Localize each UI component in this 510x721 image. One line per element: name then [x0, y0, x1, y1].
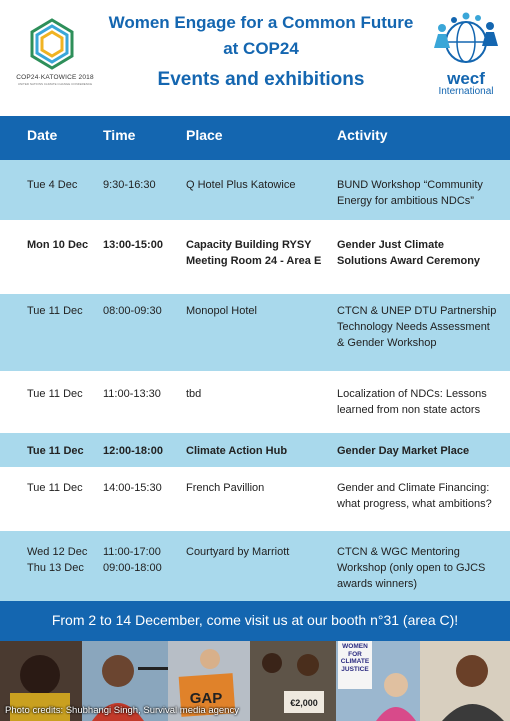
cell-time: 13:00-15:00 — [103, 239, 163, 251]
cell-activity: CTCN & UNEP DTU Partnership Technology Needs Assessment & Gender Workshop — [337, 305, 497, 349]
page-title — [96, 10, 426, 98]
photo-4 — [250, 641, 336, 721]
cell-date: Tue 11 Dec — [27, 482, 83, 494]
cell-time: 11:00-17:00 09:00-18:00 — [103, 546, 162, 574]
cell-activity: CTCN & WGC Mentoring Workshop (only open to GJCS awards winners) — [337, 546, 486, 590]
table-row — [0, 160, 510, 220]
events-table — [0, 116, 510, 601]
table-row — [0, 531, 510, 601]
cell-activity: Localization of NDCs: Lessons learned from non state actors — [337, 388, 487, 416]
column-header-place: Place — [186, 127, 223, 143]
photo-5 — [336, 641, 420, 721]
cop24-logo-subtext: UNITED NATIONS CLIMATE CHANGE CONFERENCE — [17, 82, 93, 86]
cell-date: Wed 12 Dec Thu 13 Dec — [27, 546, 88, 574]
cell-place: French Pavillion — [186, 482, 265, 494]
table-header — [0, 116, 510, 160]
cell-activity: BUND Workshop “Community Energy for ambitious NDCs” — [337, 179, 483, 207]
cell-place: Q Hotel Plus Katowice — [186, 179, 296, 191]
cell-place: tbd — [186, 388, 202, 400]
cell-place: Climate Action Hub — [186, 445, 288, 457]
cell-place: Capacity Building RYSY Meeting Room 24 - Area E — [186, 239, 322, 267]
header — [0, 0, 510, 116]
cell-time: 14:00-15:30 — [103, 482, 162, 494]
cell-date: Tue 4 Dec — [27, 179, 78, 191]
column-header-time: Time — [103, 127, 136, 143]
photo-strip — [0, 641, 510, 721]
cell-place: Courtyard by Marriott — [186, 546, 290, 558]
wecf-logo — [430, 12, 502, 100]
cell-place: Monopol Hotel — [186, 305, 257, 317]
photo-credit: Photo credits: Shubhangi Singh, Survival media agency — [5, 705, 239, 716]
cop24-logo-text: COP24·KATOWICE 2018 — [16, 74, 94, 81]
cell-time: 08:00-09:30 — [103, 305, 162, 317]
table-row — [0, 371, 510, 433]
table-body — [0, 160, 510, 601]
title-line-2: at COP24 — [223, 39, 299, 58]
cell-time: 12:00-18:00 — [103, 445, 163, 457]
cell-date: Tue 11 Dec — [27, 445, 84, 457]
cell-activity: Gender Just Climate Solutions Award Ceremony — [337, 239, 481, 267]
photo-sign-gap: GAP — [189, 690, 223, 707]
table-row — [0, 294, 510, 371]
wecf-logo-subtext: International — [438, 86, 494, 97]
cell-activity: Gender Day Market Place — [337, 445, 470, 457]
photo-sign-women: WOMEN FOR CLIMATE JUSTICE — [340, 643, 370, 673]
photo-sign-amount: €2,000 — [290, 698, 318, 708]
table-row — [0, 467, 510, 531]
cell-date: Tue 11 Dec — [27, 305, 83, 317]
booth-banner: From 2 to 14 December, come visit us at our booth n°31 (area C)! — [0, 601, 510, 641]
cell-time: 9:30-16:30 — [103, 179, 156, 191]
wecf-logo-text: wecf — [447, 69, 485, 88]
cell-date: Mon 10 Dec — [27, 239, 89, 251]
cop24-hexagon-icon — [28, 18, 76, 70]
title-line-1: Women Engage for a Common Future — [108, 13, 414, 32]
cell-time: 11:00-13:30 — [103, 388, 161, 400]
photo-6 — [420, 641, 510, 721]
table-row — [0, 433, 510, 467]
column-header-date: Date — [27, 127, 58, 143]
title-line-3: Events and exhibitions — [157, 69, 365, 90]
cop24-logo — [12, 18, 92, 90]
cell-activity: Gender and Climate Financing: what progress, what ambitions? — [337, 482, 492, 510]
column-header-activity: Activity — [337, 127, 388, 143]
globe-people-icon — [434, 12, 498, 70]
table-row — [0, 220, 510, 294]
cell-date: Tue 11 Dec — [27, 388, 83, 400]
